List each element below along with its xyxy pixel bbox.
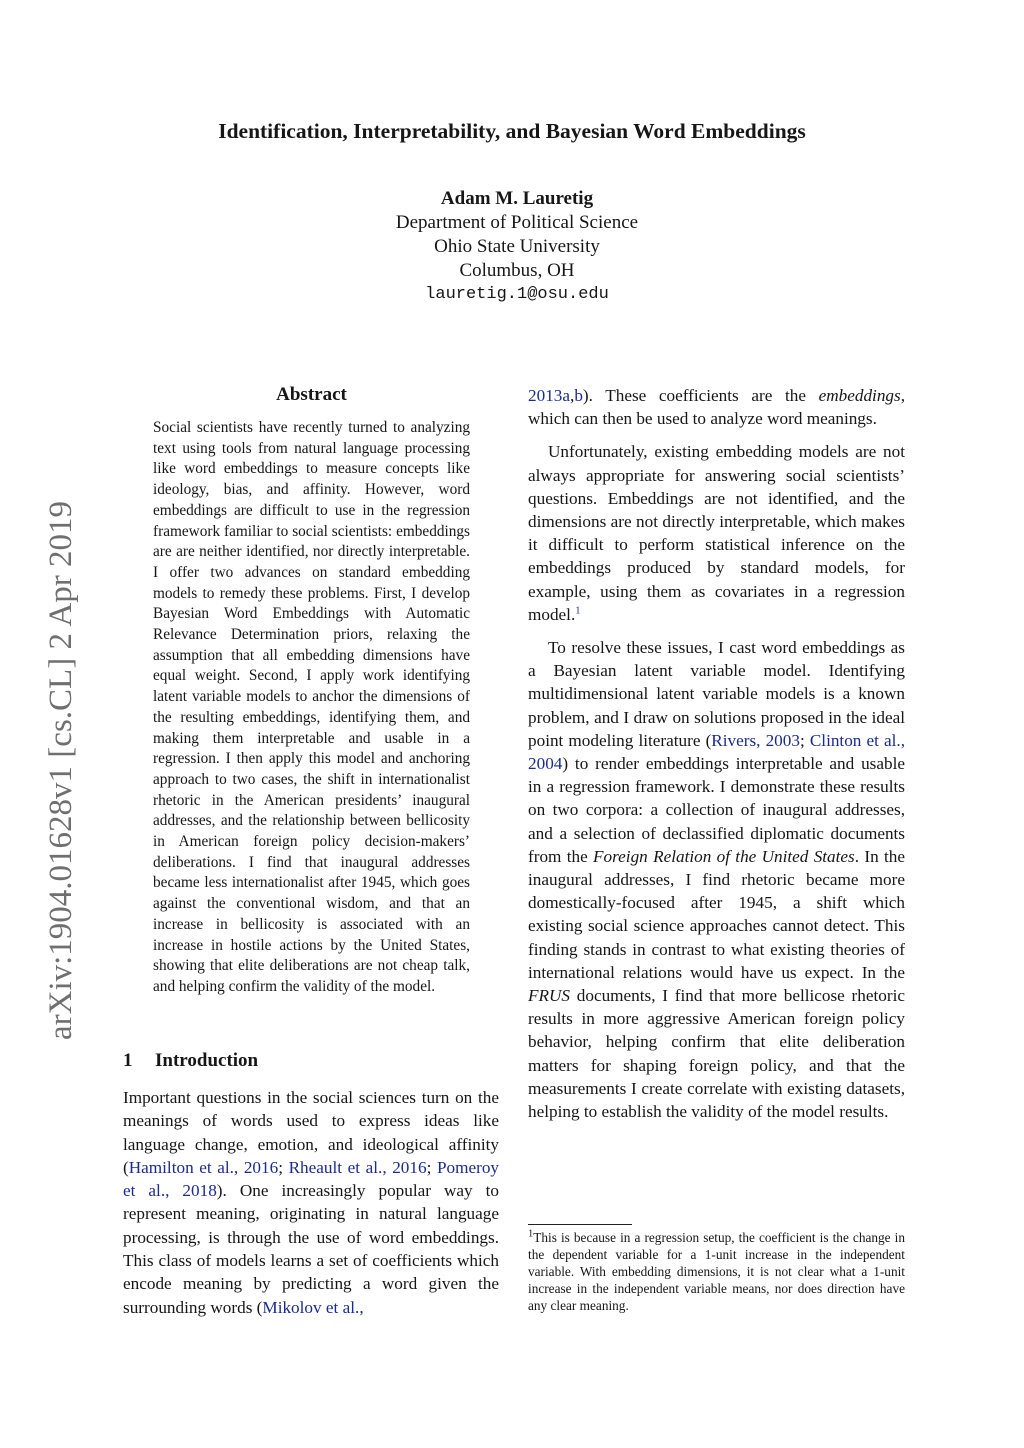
- citation-clinton[interactable]: Clinton et al., 2004: [528, 730, 905, 774]
- citation-rivers[interactable]: Rivers, 2003: [711, 730, 800, 750]
- abstract-text: Social scientists have recently turned to analyzing text using tools from natural language processing like word embeddings to measure concepts like ideology, bias, and affinity. However, word embeddings are difficult to use in the regression framework familiar to social scientists: embeddings are are neither identified, nor directly interpretable. I offer two advances on standard embedding models to remedy these problems. First, I develop Bayesian Word Embeddings with Automatic Relevance Determination priors, relaxing the assumption that all embedding dimensions have equal weight. Second, I apply work identifying latent variable models to anchor the dimensions of the resulting embeddings, identifying them, and making them interpretable and usable in a regression. I then apply this model and anchoring approach to two cases, the shift in internationalist rhetoric in the American presidents’ inaugural addresses, and the relationship between bellicosity in American foreign policy decision-makers’ deliberations. I find that inaugural addresses became less internationalist after 1945, which goes against the conventional wisdom, and that an increase in bellicosity is associated with an increase in hostile actions by the United States, showing that elite deliberations are not cheap talk, and helping confirm the validity of the model.: [153, 419, 470, 995]
- text-run: To resolve these issues, I cast word embeddings as a Bayesian latent variable model. Identifying multidimensional latent variable models is a known problem, and I draw on solutions proposed in the ideal point modeling literature (: [528, 638, 905, 750]
- footnote-text: This is because in a regression setup, the coefficient is the change in the dependent variable for a 1-unit increase in the independent variable. With embedding dimensions, it is not clear what a 1-unit increase in the independent variable means, nor does direction have any clear meaning.: [528, 1230, 905, 1313]
- author-name: Adam M. Lauretig: [440, 188, 594, 209]
- abstract-heading: Abstract: [276, 384, 347, 405]
- text-run: documents, I find that more bellicose rhetoric results in more aggressive American foreign policy behavior, helping confirm that elite deliberation matters for shaping foreign policy, and that the measurements I create correlate with existing datasets, helping to establish the validity of the model results.: [528, 986, 905, 1122]
- author-department: Department of Political Science: [395, 212, 639, 233]
- footnote: [528, 1229, 905, 1314]
- emphasis: FRUS: [528, 986, 571, 1006]
- text-run: ;: [278, 1157, 289, 1177]
- text-run: ,: [570, 386, 575, 405]
- citation-mikolov[interactable]: Mikolov et al.,: [262, 1297, 364, 1317]
- paper-title: Identification, Interpretability, and Bayesian Word Embeddings: [218, 119, 806, 143]
- text-run: ). These coefficients are the: [582, 386, 819, 405]
- text-run: ;: [799, 730, 810, 750]
- text-run: ) to render embeddings interpretable and usable in a regression framework. I demonstrate these results on two corpora: a collection of inaugural addresses, and a selection of declassified diplomatic documents from the: [528, 754, 905, 866]
- right-column: [528, 384, 905, 1133]
- paragraph: [528, 636, 905, 1123]
- section-title: Introduction: [155, 1050, 259, 1071]
- arxiv-stamp: arXiv:1904.01628v1 [cs.CL] 2 Apr 2019: [43, 501, 79, 1040]
- citation-mikolov-2013b[interactable]: b: [574, 386, 583, 405]
- text-run: . In the inaugural addresses, I find rhetoric became more domestically-focused after 1945, a shift which existing social science approaches cannot detect. This finding stands in contrast to what existing theories of international relations would have us expect. In the: [528, 846, 905, 982]
- text-run: ). One increasingly popular way to represent meaning, originating in natural language processing, is through the use of word embeddings. This class of models learns a set of coefficients which encode meaning by predicting a word given the surrounding words (: [123, 1181, 499, 1317]
- footnote-marker[interactable]: 1: [575, 605, 581, 617]
- citation-rheault[interactable]: Rheault et al., 2016: [288, 1157, 427, 1177]
- text-run: ;: [426, 1157, 437, 1177]
- introduction-paragraph: [123, 1086, 499, 1319]
- emphasis: Foreign Relation of the United States: [593, 846, 855, 866]
- text-run: , which can then be used to analyze word meanings.: [528, 386, 905, 429]
- footnote-rule: [528, 1224, 632, 1225]
- author-block: [0, 187, 1024, 307]
- text-run: Unfortunately, existing embedding models are not always appropriate for answering social scientists’ questions. Embeddings are not identified, and the dimensions are not directly interpretable, which makes it difficult to perform statistical inference on the embeddings produced by standard models, for example, using them as covariates in a regression model.: [528, 442, 905, 624]
- section-number: 1: [123, 1050, 133, 1071]
- footnote-mark: 1: [528, 1228, 534, 1240]
- section-heading-introduction: [123, 1050, 258, 1072]
- paragraph: [528, 384, 905, 430]
- citation-pomeroy[interactable]: Pomeroy et al., 2018: [123, 1157, 500, 1201]
- citation-mikolov-2013a[interactable]: 2013a: [528, 386, 571, 405]
- author-location: Columbus, OH: [459, 260, 575, 281]
- citation-hamilton[interactable]: Hamilton et al., 2016: [128, 1157, 279, 1177]
- emphasis: embeddings: [818, 386, 901, 405]
- paragraph: [528, 440, 905, 626]
- author-email[interactable]: lauretig.1@osu.edu: [425, 285, 609, 304]
- text-run: Important questions in the social sciences turn on the meanings of words used to express ideas like language change, emotion, and ideological affinity (: [123, 1088, 499, 1177]
- author-university: Ohio State University: [434, 236, 600, 257]
